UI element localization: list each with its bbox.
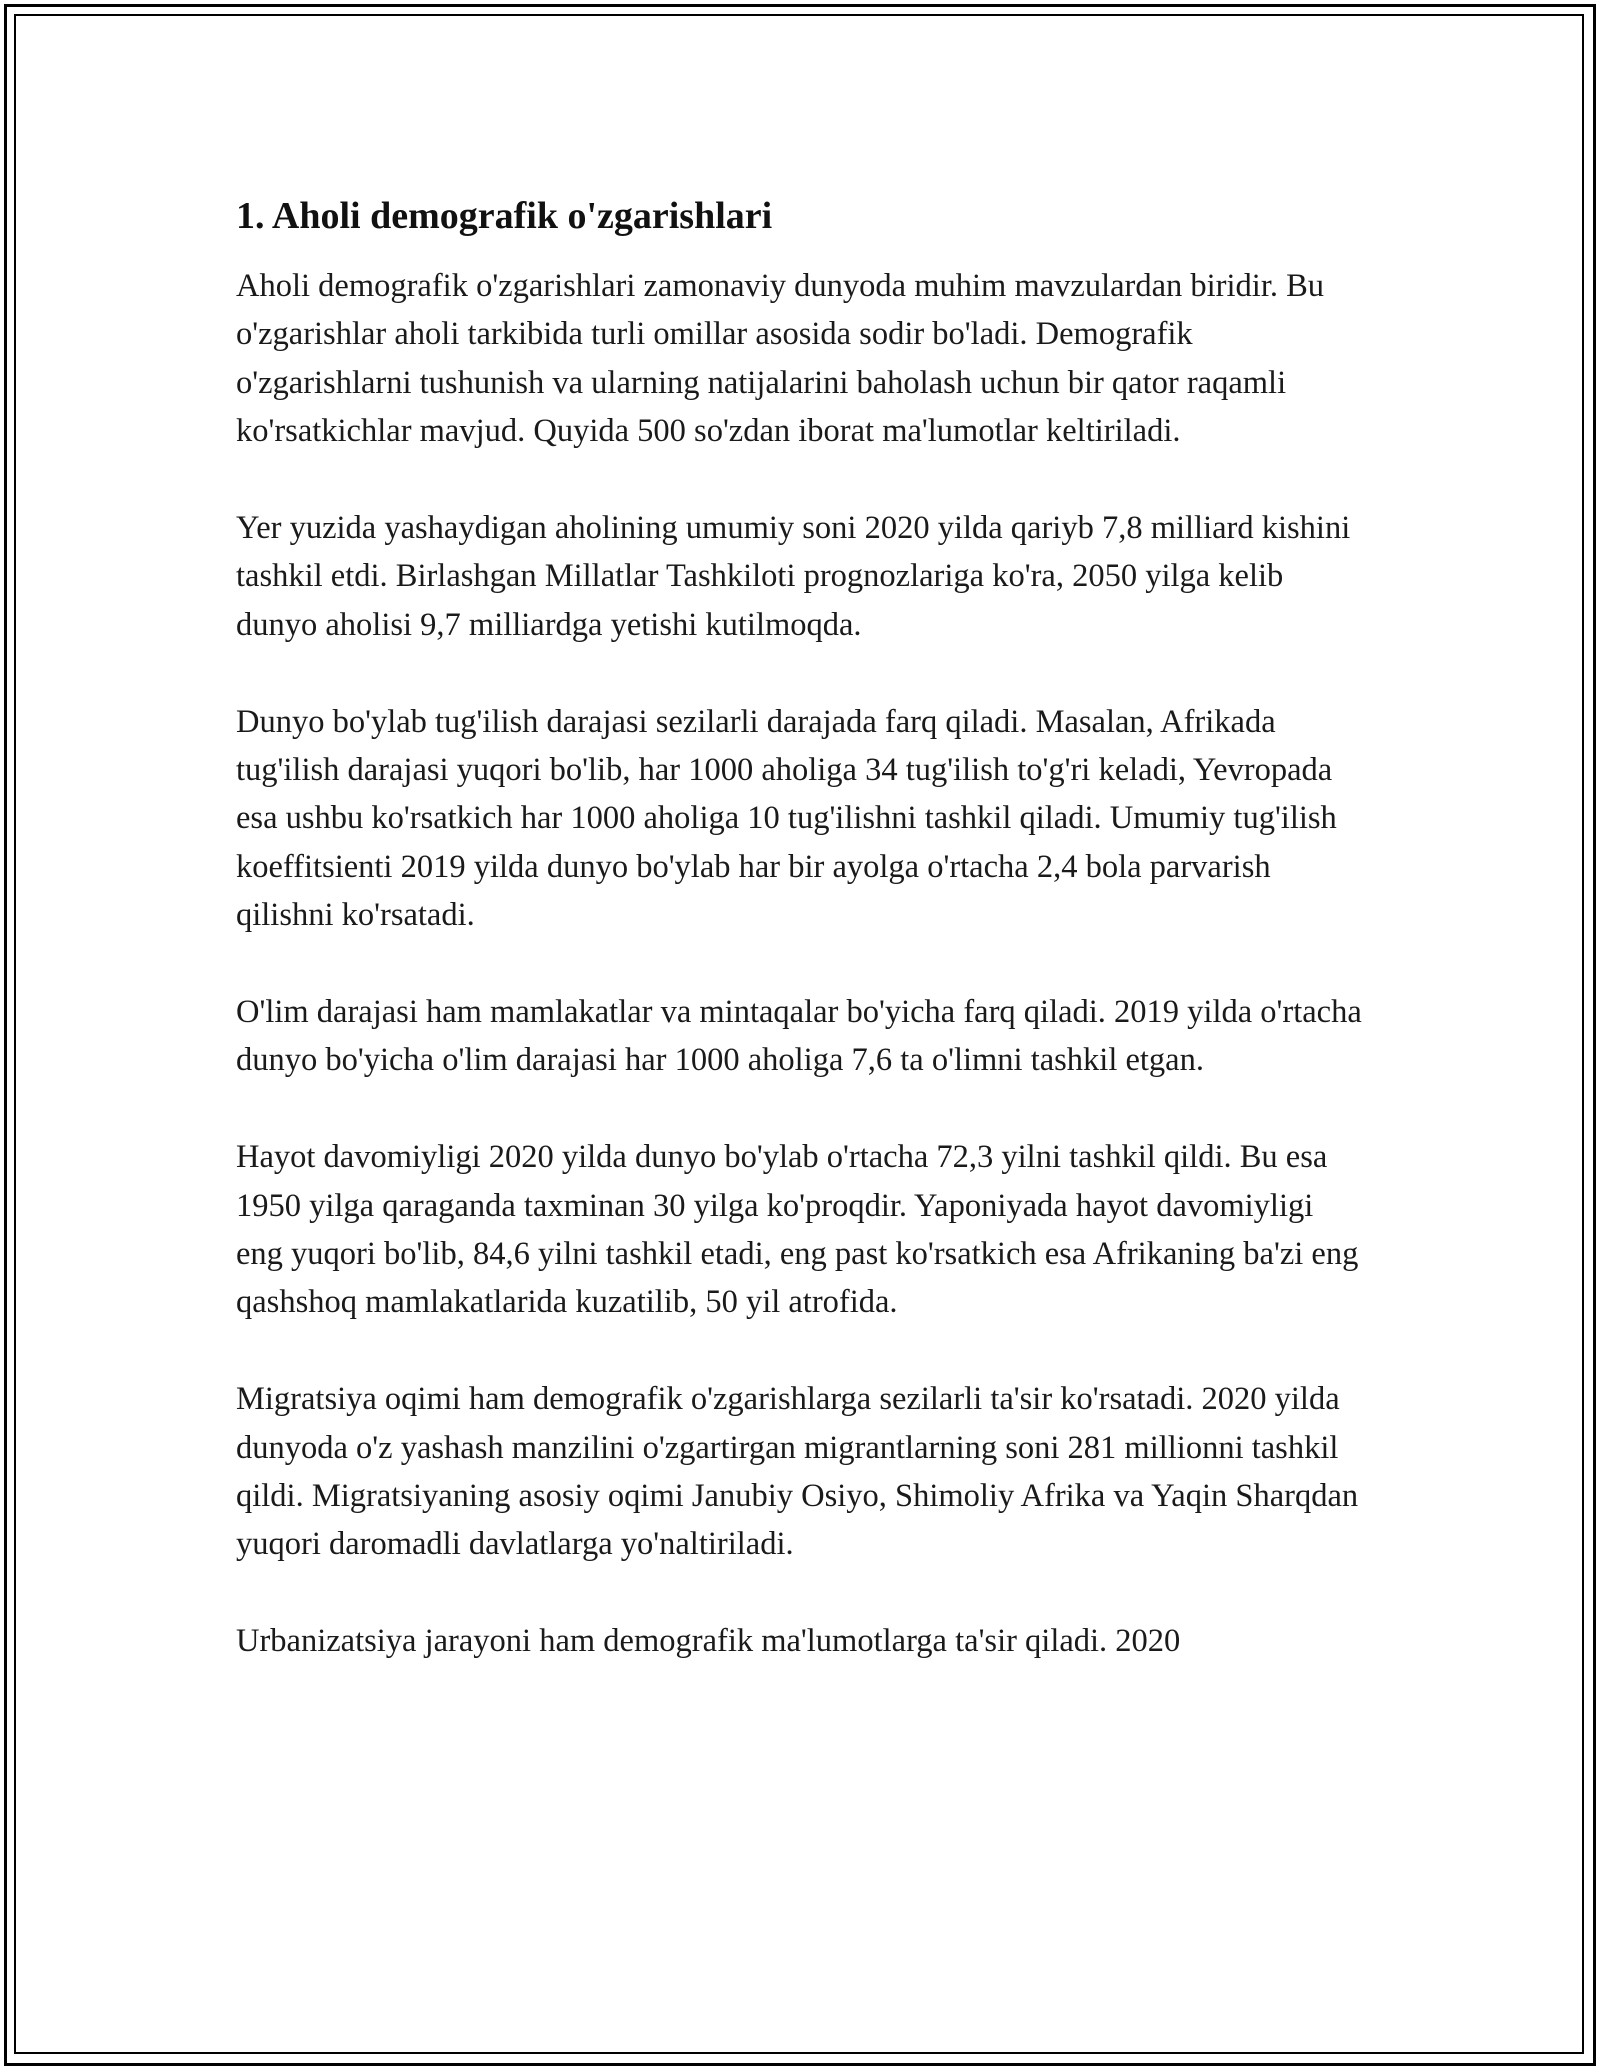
paragraph-death-rate: O'lim darajasi ham mamlakatlar va mintaqalar bo'yicha farq qiladi. 2019 yilda o'rtacha dunyo bo'yicha o'lim darajasi har 1000 aholiga 7,6 ta o'limni tashkil etgan. <box>236 994 1362 1079</box>
paragraph-migration: Migratsiya oqimi ham demografik o'zgarishlarga sezilarli ta'sir ko'rsatadi. 2020 yilda dunyoda o'z yashash manzilini o'zgartirgan migrantlarning soni 281 millionni tashkil qildi. Migratsiyaning asosiy oqimi Janubiy Osiyo, Shimoliy Afrika va Yaqin Sharqdan yuqori daromadli davlatlarga yo'naltiriladi. <box>236 1381 1359 1563</box>
paragraph-population: Yer yuzida yashaydigan aholining umumiy soni 2020 yilda qariyb 7,8 milliard kishini tashkil etdi. Birlashgan Millatlar Tashkiloti prognozlariga ko'ra, 2050 yilga kelib dunyo aholisi 9,7 milliardga yetishi kutilmoqda. <box>236 510 1351 643</box>
document-body <box>236 190 1366 1714</box>
paragraph-urbanization: Urbanizatsiya jarayoni ham demografik ma'lumotlarga ta'sir qiladi. 2020 <box>236 1623 1181 1660</box>
paragraph-life-expectancy: Hayot davomiyligi 2020 yilda dunyo bo'ylab o'rtacha 72,3 yilni tashkil qildi. Bu esa 1950 yilga qaraganda taxminan 30 yilga ko'proqdir. Yaponiyada hayot davomiyligi eng yuqori bo'lib, 84,6 yilni tashkil etadi, eng past ko'rsatkich esa Afrikaning ba'zi eng qashshoq mamlakatlarida kuzatilib, 50 yil atrofida. <box>236 1139 1359 1321</box>
section-heading: 1. Aholi demografik o'zgarishlari <box>236 195 773 237</box>
paragraph-birth-rate: Dunyo bo'ylab tug'ilish darajasi sezilarli darajada farq qiladi. Masalan, Afrikada tug'ilish darajasi yuqori bo'lib, har 1000 aholiga 34 tug'ilish to'g'ri keladi, Yevropada esa ushbu ko'rsatkich har 1000 aholiga 10 tug'ilishni tashkil qiladi. Umumiy tug'ilish koeffitsienti 2019 yilda dunyo bo'ylab har bir ayolga o'rtacha 2,4 bola parvarish qilishni ko'rsatadi. <box>236 703 1337 934</box>
paragraph-intro: Aholi demografik o'zgarishlari zamonaviy dunyoda muhim mavzulardan biridir. Bu o'zgarishlar aholi tarkibida turli omillar asosida sodir bo'ladi. Demografik o'zgarishlarni tushunish va ularning natijalarini baholash uchun bir qator raqamli ko'rsatkichlar mavjud. Quyida 500 so'zdan iborat ma'lumotlar keltiriladi. <box>236 268 1325 450</box>
